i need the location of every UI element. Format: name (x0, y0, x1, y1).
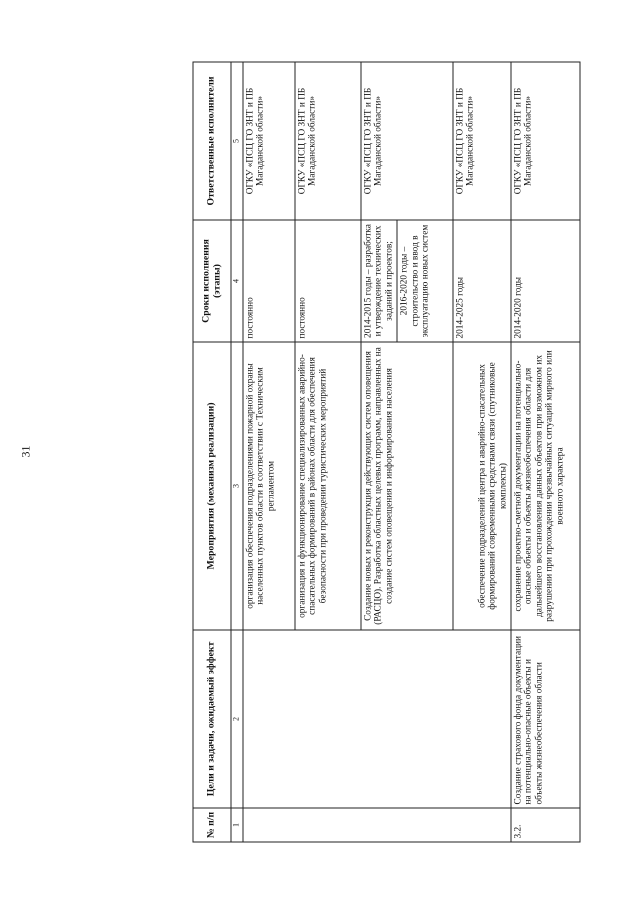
rotated-table-container (193, 63, 568, 843)
goal-cell: Создание страхового фонда документации на потенциально-опасные объекты и объекты жизнеобеспечения области (511, 630, 580, 808)
col-number-2: 2 (231, 630, 243, 808)
table-row (511, 62, 580, 842)
responsible-cell: ОГКУ «ПСЦ ГО ЗНТ и ПБ Магаданской области» (295, 62, 361, 220)
row-num-cell: 3.2. (511, 808, 580, 842)
measures-table (193, 62, 581, 843)
measure-cell: обеспечение подразделений центра и аварийно-спасательных формирований современными средствами связи (спутниковые комплекты) (453, 342, 511, 630)
header-measures: Мероприятия (механизм реализации) (193, 342, 231, 630)
measure-cell: организация и функционирование специализированных аварийно-спасательных формирований в районах области для обеспечения безопасности при проведении туристических мероприятий (295, 342, 361, 630)
column-number-row (231, 62, 243, 842)
page-number: 31 (18, 445, 33, 458)
table-row (243, 62, 295, 842)
header-goals: Цели и задачи, ожидаемый эффект (193, 630, 231, 808)
measure-cell: Создание новых и реконструкция действующих систем оповещения (РАСЦО). Разработка областных целевых программ, направленных на создание систем оповещения и информирования населения (361, 342, 453, 630)
measure-cell: организация обеспечения подразделениями пожарной охраны населенных пунктов области в соответствии с Техническим регламентом (243, 342, 295, 630)
responsible-cell: ОГКУ «ПСЦ ГО ЗНТ и ПБ Магаданской области» (243, 62, 295, 220)
col-number-1: 1 (231, 808, 243, 842)
header-responsible: Ответственные исполнители (193, 62, 231, 220)
responsible-cell: ОГКУ «ПСЦ ГО ЗНТ и ПБ Магаданской области» (511, 62, 580, 220)
row-num-cell (243, 808, 511, 842)
responsible-cell: ОГКУ «ПСЦ ГО ЗНТ и ПБ Магаданской области» (361, 62, 453, 220)
header-terms: Сроки исполнения (этапы) (193, 220, 231, 342)
term-cell: постоянно (295, 220, 361, 342)
col-number-3: 3 (231, 342, 243, 630)
term-cell: 2014-2025 годы (453, 220, 511, 342)
col-number-5: 5 (231, 62, 243, 220)
measure-cell: сохранение проектно-сметной документации на потенциально-опасные объекты и объекты жизнеобеспечения области для дальнейшего восстановления данных объектов при возможном их разрушении при прохождении чрезвычайных ситуаций мирного или военного характера (511, 342, 580, 630)
row-goal-cell (243, 630, 511, 808)
term-stage-b: 2016-2020 годы – строительство и ввод в эксплуатацию новых систем (399, 224, 431, 338)
header-num: № п/п (193, 808, 231, 842)
header-row (193, 62, 231, 842)
responsible-cell: ОГКУ «ПСЦ ГО ЗНТ и ПБ Магаданской области» (453, 62, 511, 220)
term-cell: постоянно (243, 220, 295, 342)
term-cell (361, 220, 453, 342)
term-stage-a: 2014-2015 годы – разработка и утверждение технических заданий и проектов; (361, 221, 397, 342)
col-number-4: 4 (231, 220, 243, 342)
term-cell: 2014-2020 годы (511, 220, 580, 342)
